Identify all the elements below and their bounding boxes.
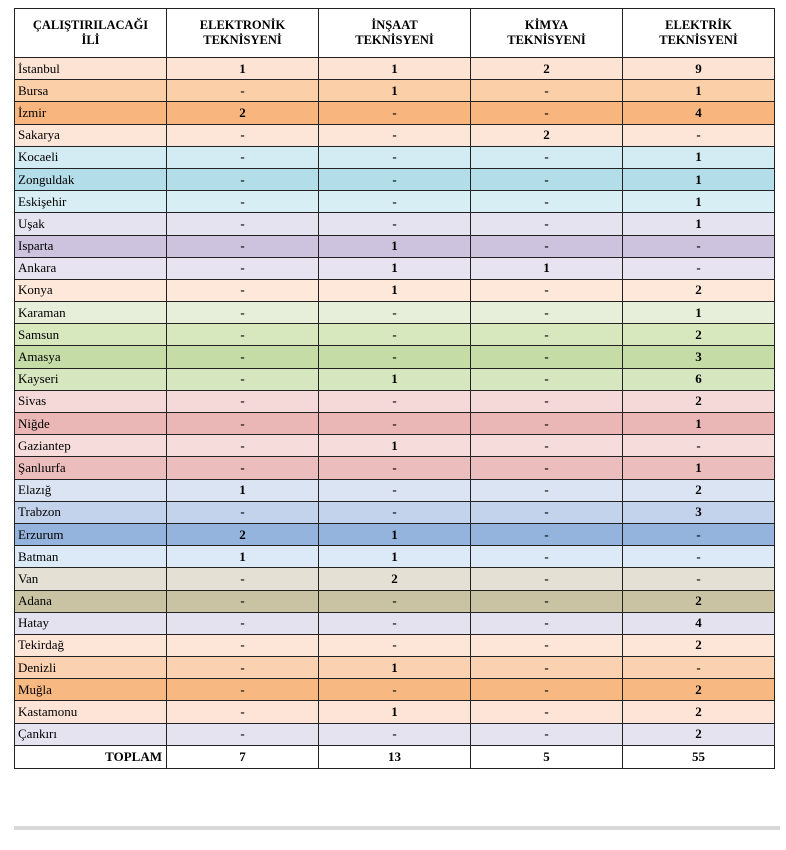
electrical-cell: 1 xyxy=(623,413,775,435)
construction-cell: 1 xyxy=(319,523,471,545)
electronics-cell: - xyxy=(167,612,319,634)
construction-cell: 2 xyxy=(319,568,471,590)
electronics-cell: - xyxy=(167,324,319,346)
city-cell: Hatay xyxy=(15,612,167,634)
electrical-cell: 2 xyxy=(623,590,775,612)
construction-cell: - xyxy=(319,124,471,146)
construction-cell: 1 xyxy=(319,257,471,279)
header-city: ÇALIŞTIRILACAĞI İLİ xyxy=(15,9,167,58)
city-cell: Uşak xyxy=(15,213,167,235)
electronics-cell: - xyxy=(167,679,319,701)
chemistry-cell: - xyxy=(471,279,623,301)
electronics-cell: - xyxy=(167,657,319,679)
electrical-cell: 4 xyxy=(623,612,775,634)
construction-cell: - xyxy=(319,679,471,701)
header-electronics-technician: ELEKTRONİK TEKNİSYENİ xyxy=(167,9,319,58)
chemistry-cell: - xyxy=(471,346,623,368)
table-row xyxy=(15,568,775,590)
chemistry-cell: - xyxy=(471,679,623,701)
chemistry-cell: - xyxy=(471,191,623,213)
table-row xyxy=(15,58,775,80)
electronics-cell: - xyxy=(167,302,319,324)
table-row xyxy=(15,191,775,213)
table-row xyxy=(15,590,775,612)
construction-cell: - xyxy=(319,634,471,656)
city-cell: İzmir xyxy=(15,102,167,124)
city-cell: Karaman xyxy=(15,302,167,324)
electrical-cell: - xyxy=(623,235,775,257)
city-cell: Batman xyxy=(15,546,167,568)
table-row xyxy=(15,235,775,257)
electronics-cell: - xyxy=(167,435,319,457)
chemistry-cell: - xyxy=(471,168,623,190)
electrical-cell: 2 xyxy=(623,634,775,656)
electronics-cell: - xyxy=(167,346,319,368)
chemistry-cell: 1 xyxy=(471,257,623,279)
staff-distribution-table xyxy=(14,8,775,769)
electronics-cell: - xyxy=(167,279,319,301)
electronics-cell: - xyxy=(167,723,319,745)
table-row xyxy=(15,213,775,235)
construction-cell: - xyxy=(319,723,471,745)
construction-cell: - xyxy=(319,324,471,346)
city-cell: Zonguldak xyxy=(15,168,167,190)
table-row xyxy=(15,634,775,656)
electrical-cell: - xyxy=(623,257,775,279)
electronics-cell: - xyxy=(167,701,319,723)
electrical-cell: 9 xyxy=(623,58,775,80)
construction-cell: 1 xyxy=(319,546,471,568)
city-cell: Elazığ xyxy=(15,479,167,501)
chemistry-cell: - xyxy=(471,568,623,590)
table-bottom-shadow xyxy=(14,826,780,830)
chemistry-cell: 2 xyxy=(471,58,623,80)
chemistry-cell: - xyxy=(471,546,623,568)
chemistry-cell: - xyxy=(471,413,623,435)
table-row xyxy=(15,435,775,457)
table-row xyxy=(15,457,775,479)
city-cell: Sakarya xyxy=(15,124,167,146)
city-cell: İstanbul xyxy=(15,58,167,80)
total-electrical: 55 xyxy=(623,745,775,768)
city-cell: Denizli xyxy=(15,657,167,679)
construction-cell: 1 xyxy=(319,657,471,679)
city-cell: Adana xyxy=(15,590,167,612)
construction-cell: - xyxy=(319,501,471,523)
electronics-cell: 2 xyxy=(167,523,319,545)
header-construction-technician: İNŞAAT TEKNİSYENİ xyxy=(319,9,471,58)
total-row xyxy=(15,745,775,768)
construction-cell: - xyxy=(319,590,471,612)
table-row xyxy=(15,413,775,435)
table-body xyxy=(15,58,775,746)
electrical-cell: 2 xyxy=(623,679,775,701)
city-cell: Kastamonu xyxy=(15,701,167,723)
table-row xyxy=(15,612,775,634)
construction-cell: - xyxy=(319,457,471,479)
construction-cell: 1 xyxy=(319,58,471,80)
electronics-cell: - xyxy=(167,257,319,279)
electronics-cell: - xyxy=(167,634,319,656)
chemistry-cell: 2 xyxy=(471,124,623,146)
electronics-cell: 1 xyxy=(167,58,319,80)
chemistry-cell: - xyxy=(471,235,623,257)
total-electronics: 7 xyxy=(167,745,319,768)
chemistry-cell: - xyxy=(471,590,623,612)
table-row xyxy=(15,501,775,523)
city-cell: Erzurum xyxy=(15,523,167,545)
city-cell: Samsun xyxy=(15,324,167,346)
construction-cell: - xyxy=(319,413,471,435)
city-cell: Konya xyxy=(15,279,167,301)
city-cell: Kocaeli xyxy=(15,146,167,168)
electronics-cell: - xyxy=(167,235,319,257)
electronics-cell: 1 xyxy=(167,479,319,501)
table-row xyxy=(15,324,775,346)
electronics-cell: 2 xyxy=(167,102,319,124)
electrical-cell: 2 xyxy=(623,279,775,301)
electronics-cell: - xyxy=(167,501,319,523)
table-row xyxy=(15,546,775,568)
city-cell: Tekirdağ xyxy=(15,634,167,656)
table-row xyxy=(15,679,775,701)
electrical-cell: 1 xyxy=(623,191,775,213)
construction-cell: 1 xyxy=(319,368,471,390)
chemistry-cell: - xyxy=(471,80,623,102)
city-cell: Trabzon xyxy=(15,501,167,523)
table-row xyxy=(15,523,775,545)
city-cell: Çankırı xyxy=(15,723,167,745)
chemistry-cell: - xyxy=(471,523,623,545)
city-cell: Isparta xyxy=(15,235,167,257)
construction-cell: - xyxy=(319,390,471,412)
table-row xyxy=(15,302,775,324)
chemistry-cell: - xyxy=(471,501,623,523)
electrical-cell: 1 xyxy=(623,80,775,102)
electrical-cell: - xyxy=(623,657,775,679)
construction-cell: - xyxy=(319,168,471,190)
city-cell: Amasya xyxy=(15,346,167,368)
city-cell: Sivas xyxy=(15,390,167,412)
construction-cell: 1 xyxy=(319,279,471,301)
table-row xyxy=(15,479,775,501)
chemistry-cell: - xyxy=(471,634,623,656)
electrical-cell: 1 xyxy=(623,146,775,168)
table-row xyxy=(15,80,775,102)
chemistry-cell: - xyxy=(471,390,623,412)
electrical-cell: 2 xyxy=(623,479,775,501)
electrical-cell: 3 xyxy=(623,346,775,368)
city-cell: Ankara xyxy=(15,257,167,279)
city-cell: Eskişehir xyxy=(15,191,167,213)
construction-cell: - xyxy=(319,146,471,168)
electrical-cell: - xyxy=(623,546,775,568)
city-cell: Van xyxy=(15,568,167,590)
electronics-cell: - xyxy=(167,457,319,479)
electronics-cell: - xyxy=(167,413,319,435)
chemistry-cell: - xyxy=(471,657,623,679)
electrical-cell: 1 xyxy=(623,213,775,235)
table-row xyxy=(15,368,775,390)
electrical-cell: 1 xyxy=(623,302,775,324)
construction-cell: - xyxy=(319,346,471,368)
city-cell: Gaziantep xyxy=(15,435,167,457)
chemistry-cell: - xyxy=(471,324,623,346)
table-row xyxy=(15,257,775,279)
chemistry-cell: - xyxy=(471,213,623,235)
electronics-cell: - xyxy=(167,191,319,213)
construction-cell: 1 xyxy=(319,701,471,723)
electrical-cell: 6 xyxy=(623,368,775,390)
total-label: TOPLAM xyxy=(15,745,167,768)
table-row xyxy=(15,657,775,679)
total-chemistry: 5 xyxy=(471,745,623,768)
electronics-cell: - xyxy=(167,390,319,412)
chemistry-cell: - xyxy=(471,612,623,634)
header-electrical-technician: ELEKTRİK TEKNİSYENİ xyxy=(623,9,775,58)
chemistry-cell: - xyxy=(471,302,623,324)
construction-cell: 1 xyxy=(319,80,471,102)
city-cell: Niğde xyxy=(15,413,167,435)
electrical-cell: - xyxy=(623,568,775,590)
table-row xyxy=(15,146,775,168)
chemistry-cell: - xyxy=(471,146,623,168)
table-row xyxy=(15,390,775,412)
construction-cell: - xyxy=(319,213,471,235)
table-row xyxy=(15,701,775,723)
chemistry-cell: - xyxy=(471,723,623,745)
construction-cell: 1 xyxy=(319,235,471,257)
construction-cell: - xyxy=(319,612,471,634)
chemistry-cell: - xyxy=(471,457,623,479)
chemistry-cell: - xyxy=(471,435,623,457)
electrical-cell: - xyxy=(623,523,775,545)
electrical-cell: 4 xyxy=(623,102,775,124)
electronics-cell: - xyxy=(167,590,319,612)
staff-distribution-table-container xyxy=(14,8,774,769)
electrical-cell: - xyxy=(623,124,775,146)
electrical-cell: 1 xyxy=(623,168,775,190)
total-construction: 13 xyxy=(319,745,471,768)
electronics-cell: - xyxy=(167,368,319,390)
city-cell: Bursa xyxy=(15,80,167,102)
chemistry-cell: - xyxy=(471,368,623,390)
table-row xyxy=(15,102,775,124)
construction-cell: - xyxy=(319,479,471,501)
electronics-cell: - xyxy=(167,146,319,168)
electronics-cell: - xyxy=(167,213,319,235)
city-cell: Kayseri xyxy=(15,368,167,390)
electronics-cell: - xyxy=(167,124,319,146)
table-row xyxy=(15,723,775,745)
electrical-cell: 1 xyxy=(623,457,775,479)
table-row xyxy=(15,124,775,146)
electronics-cell: - xyxy=(167,168,319,190)
construction-cell: 1 xyxy=(319,435,471,457)
electronics-cell: - xyxy=(167,80,319,102)
chemistry-cell: - xyxy=(471,102,623,124)
construction-cell: - xyxy=(319,102,471,124)
electrical-cell: 3 xyxy=(623,501,775,523)
electrical-cell: 2 xyxy=(623,390,775,412)
table-row xyxy=(15,168,775,190)
city-cell: Şanlıurfa xyxy=(15,457,167,479)
electrical-cell: 2 xyxy=(623,701,775,723)
electronics-cell: 1 xyxy=(167,546,319,568)
electronics-cell: - xyxy=(167,568,319,590)
electrical-cell: - xyxy=(623,435,775,457)
chemistry-cell: - xyxy=(471,701,623,723)
electrical-cell: 2 xyxy=(623,723,775,745)
construction-cell: - xyxy=(319,302,471,324)
chemistry-cell: - xyxy=(471,479,623,501)
header-row xyxy=(15,9,775,58)
construction-cell: - xyxy=(319,191,471,213)
header-chemistry-technician: KİMYA TEKNİSYENİ xyxy=(471,9,623,58)
city-cell: Muğla xyxy=(15,679,167,701)
table-row xyxy=(15,279,775,301)
table-row xyxy=(15,346,775,368)
electrical-cell: 2 xyxy=(623,324,775,346)
